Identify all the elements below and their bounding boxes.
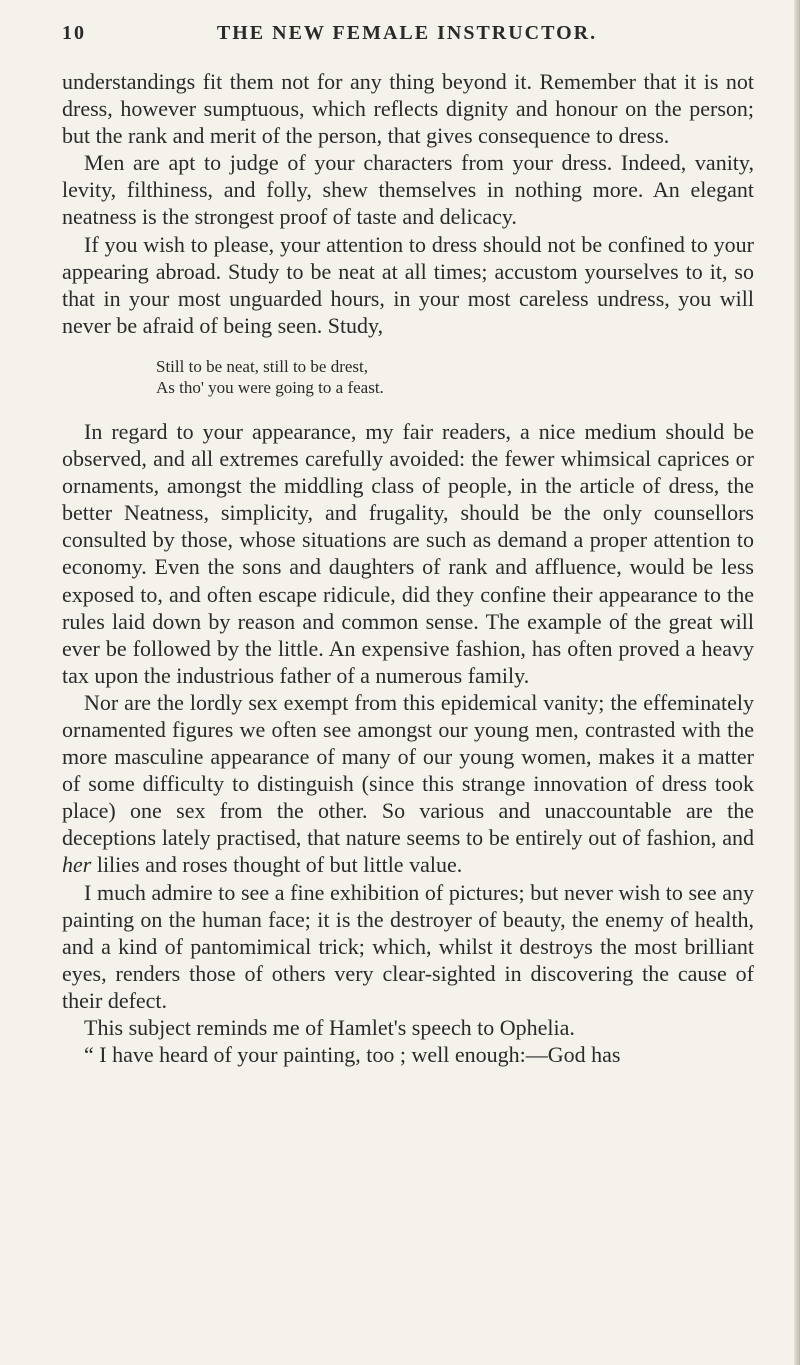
page-edge-shadow	[794, 0, 800, 1365]
paragraph-pictures: I much admire to see a fine exhibition of pictures; but never wish to see any painting on the human face; it is the destroyer of beauty, the enemy of health, and a kind of pantomimical trick; which, whilst it destroys the most brilliant eyes, renders those of others very clear-sighted in discovering the cause of their defect.	[62, 879, 754, 1013]
verse-line: As tho' you were going to a feast.	[156, 377, 384, 397]
page-header	[62, 22, 752, 52]
paragraph-lordly-sex-tail: lilies and roses thought of but little value.	[96, 852, 463, 878]
verse-quotation	[62, 356, 754, 398]
paragraph-hamlet: This subject reminds me of Hamlet's speech to Ophelia.	[84, 1015, 575, 1040]
paragraph-wish-to-please: If you wish to please, your attention to dress should not be confined to your appearing abroad. Study to be neat at all times; accustom yourselves to it, so that in your most unguarded hours, in your most careless undress, you will never be afraid of being seen. Study,	[62, 231, 754, 338]
paragraph-appearance: In regard to your appearance, my fair readers, a nice medium should be observed, and all extremes carefully avoided: the fewer whimsical caprices or ornaments, amongst the middling class of people, in the article of dress, the better Neatness, simplicity, and frugality, should be the only counsellors consulted by those, whose situations are such as demand a proper attention to economy. Even the sons and daughters of rank and affluence, would be less exposed to, and often escape ridicule, did they confine their appearance to the rules laid down by reason and common sense. The example of the great will ever be followed by the little. An expensive fashion, has often proved a heavy tax upon the industrious father of a numerous family.	[62, 418, 754, 688]
italic-word: her	[62, 852, 92, 878]
paragraph-judge-characters: Men are apt to judge of your characters from your dress. Indeed, vanity, levity, filthiness, and folly, shew themselves in nothing more. An elegant neatness is the strongest proof of taste and delicacy.	[62, 150, 754, 230]
verse-line: Still to be neat, still to be drest,	[156, 356, 369, 376]
page-body	[62, 68, 754, 1068]
paragraph-lordly-sex	[62, 689, 754, 879]
paragraph-dress-dignity: understandings fit them not for any thing beyond it. Remember that it is not dress, however sumptuous, which reflects dignity and honour on the person; but the rank and merit of the person, that gives consequence to dress.	[62, 69, 754, 149]
paragraph-quotation-start: “ I have heard of your painting, too ; well enough:—God has	[84, 1042, 621, 1068]
paragraph-lordly-sex-text: Nor are the lordly sex exempt from this epidemical vanity; the effeminately ornamented figures we often see amongst our young men, contrasted with the more masculine appearance of many of our young women, makes it a matter of some difficulty to distinguish (since this strange innovation of dress took place) one sex from the other. So various and unaccountable are the deceptions lately practised, that nature seems to be entirely out of fashion, and	[62, 689, 754, 851]
page-number: 10	[62, 22, 86, 44]
running-head: THE NEW FEMALE INSTRUCTOR.	[216, 22, 598, 44]
